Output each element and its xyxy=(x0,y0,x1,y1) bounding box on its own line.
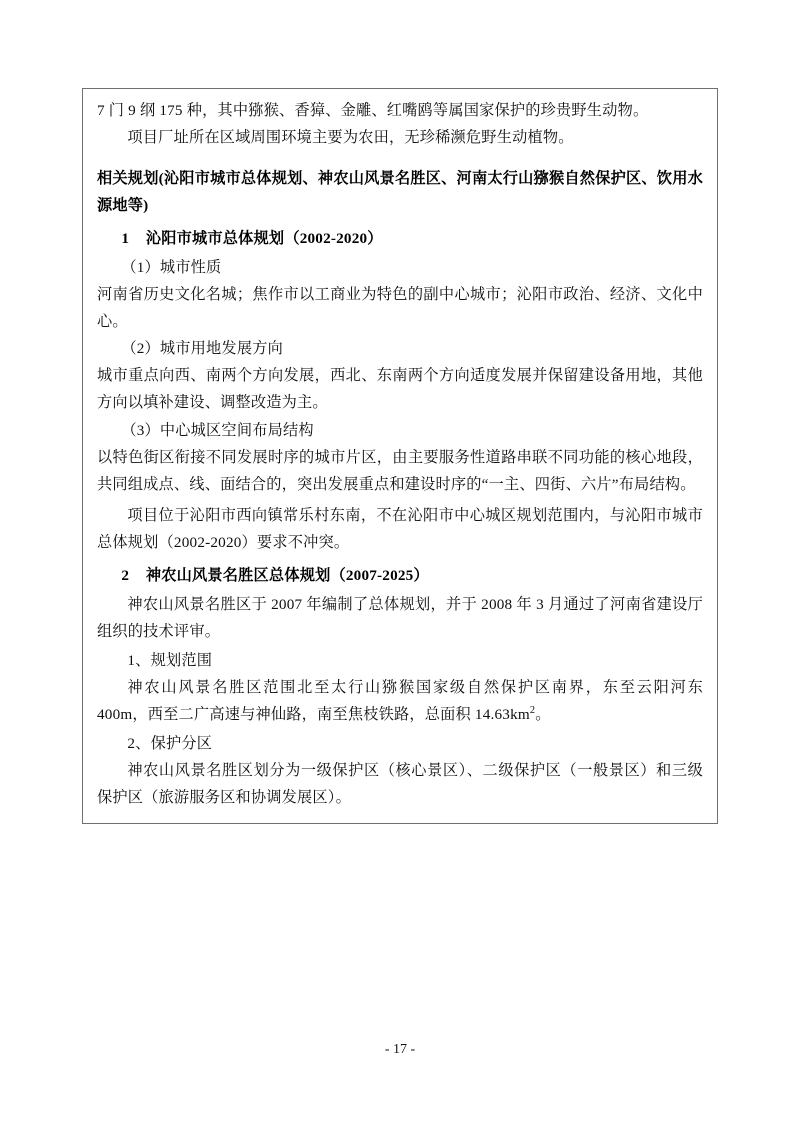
paragraph: （3）中心城区空间布局结构 xyxy=(121,421,314,439)
paragraph: 项目位于沁阳市西向镇常乐村东南，不在沁阳市中心城区规划范围内，与沁阳市城市总体规划（2002-2020）要求不冲突。 xyxy=(97,506,703,551)
sub-heading-label: 神农山风景名胜区总体规划（2007-2025） xyxy=(145,566,429,584)
paragraph: 河南省历史文化名城；焦作市以工商业为特色的副中心城市；沁阳市政治、经济、文化中心。 xyxy=(97,286,703,331)
sub-heading-2 xyxy=(97,562,703,589)
sub-heading-label: 沁阳市城市总体规划（2002-2020） xyxy=(145,230,383,248)
paragraph: 7 门 9 纲 175 种，其中猕猴、香獐、金雕、红嘴鸥等属国家保护的珍贵野生动物。 xyxy=(97,102,649,119)
section-heading: 相关规划(沁阳市城市总体规划、神农山风景名胜区、河南太行山猕猴自然保护区、饮用水源地等) xyxy=(97,170,703,215)
paragraph: 神农山风景名胜区于 2007 年编制了总体规划，并于 2008 年 3 月通过了河南省建设厅组织的技术评审。 xyxy=(97,595,703,640)
paragraph: 城市重点向西、南两个方向发展，西北、东南两个方向适度发展并保留建设备用地，其他方向以填补建设、调整改造为主。 xyxy=(97,367,703,412)
paragraph: 2、保护分区 xyxy=(127,735,213,753)
sub-heading-1 xyxy=(97,225,703,252)
paragraph: 神农山风景名胜区划分为一级保护区（核心景区）、二级保护区（一般景区）和三级保护区（旅游服务区和协调发展区）。 xyxy=(97,762,703,807)
sub-heading-number: 2 xyxy=(121,566,130,584)
paragraph: （2）城市用地发展方向 xyxy=(121,340,283,358)
page-number: - 17 - xyxy=(384,1042,416,1057)
paragraph: （1）城市性质 xyxy=(121,259,222,277)
content-frame xyxy=(82,88,718,824)
paragraph: 1、规划范围 xyxy=(127,651,213,669)
paragraph: 以特色街区衔接不同发展时序的城市片区，由主要服务性道路串联不同功能的核心地段，共同组成点、线、面结合的，突出发展重点和建设时序的“一主、四街、六片”布局结构。 xyxy=(97,448,703,493)
paragraph: 神农山风景名胜区范围北至太行山猕猴国家级自然保护区南界，东至云阳河东 400m，西至二广高速与神仙路，南至焦枝铁路，总面积 $14.63km^2$。 xyxy=(97,678,703,723)
paragraph: 项目厂址所在区域周围环境主要为农田，无珍稀濒危野生动植物。 xyxy=(127,129,574,147)
sub-heading-number: 1 xyxy=(121,230,130,248)
